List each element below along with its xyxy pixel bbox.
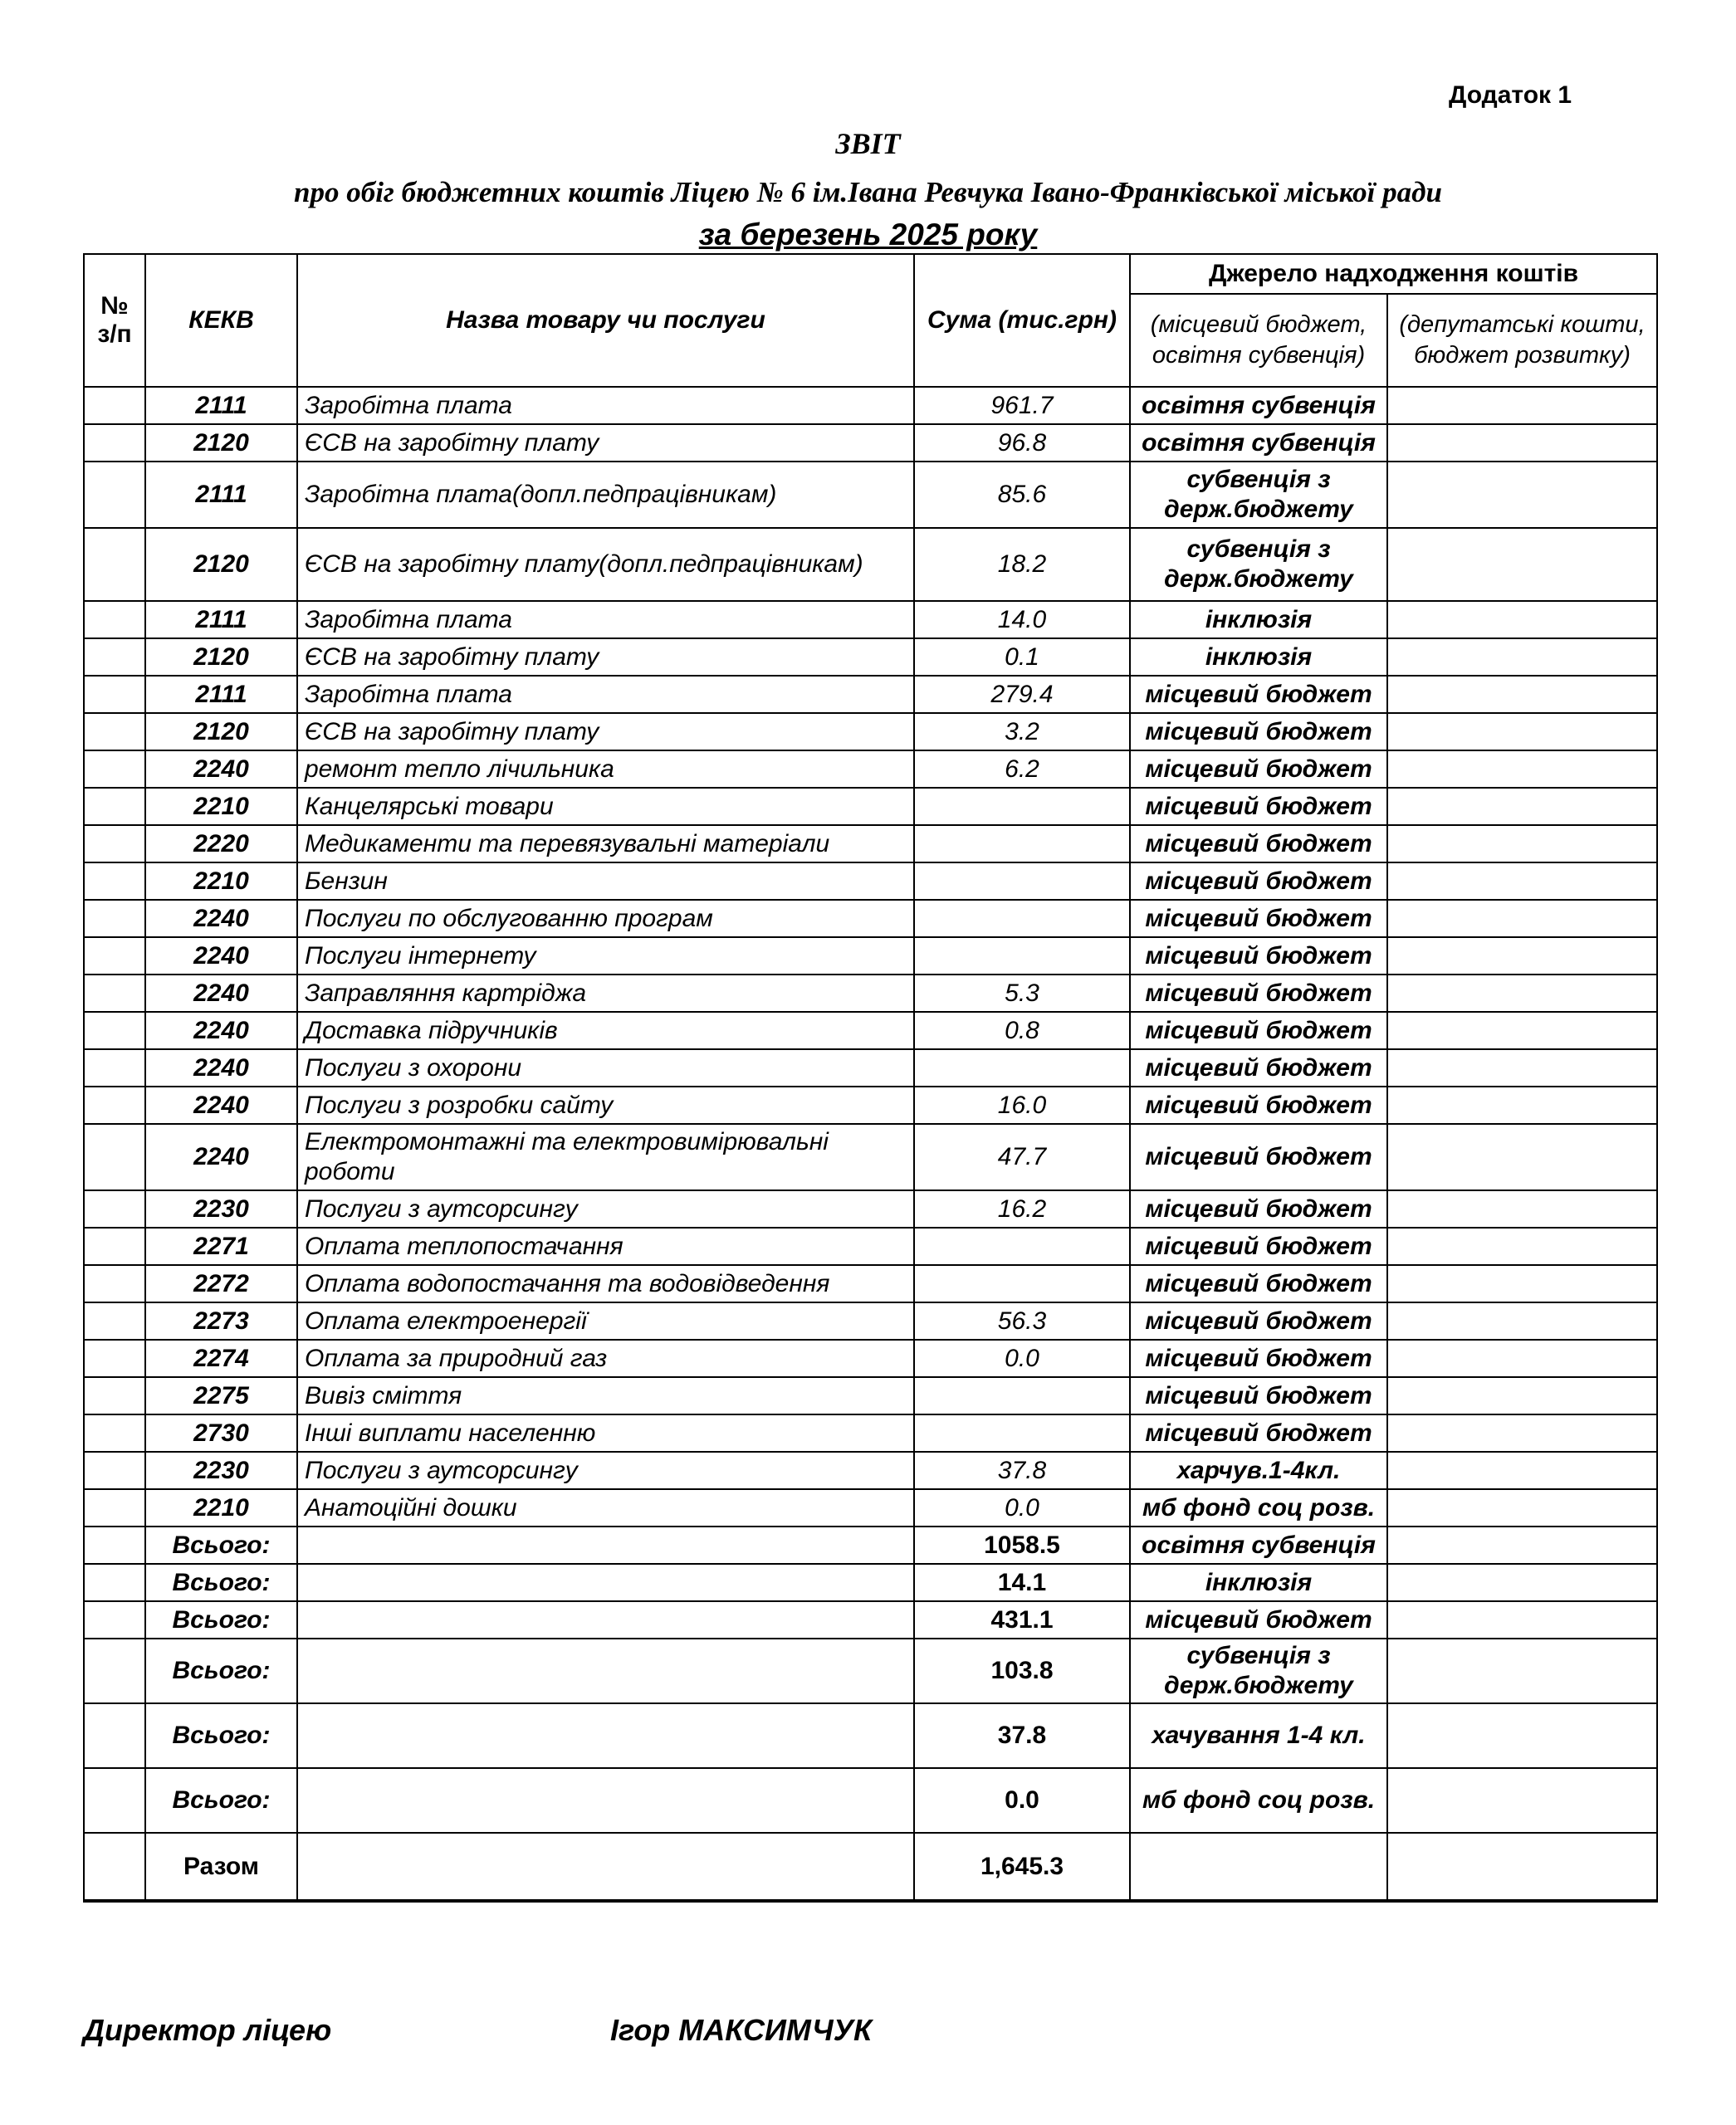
source-cell: місцевий бюджет [1130, 1124, 1387, 1190]
source-deputy-cell [1387, 638, 1657, 676]
kekv-cell: 2273 [145, 1302, 297, 1340]
item-name-cell [297, 1564, 914, 1601]
source-cell: місцевий бюджет [1130, 1377, 1387, 1414]
total-sum-cell: 14.1 [914, 1564, 1130, 1601]
sum-cell [914, 825, 1130, 862]
total-label-cell: Всього: [145, 1703, 297, 1768]
item-name-cell: ремонт тепло лічильника [297, 750, 914, 788]
grand-total-sum-cell: 1,645.3 [914, 1833, 1130, 1901]
kekv-cell: 2120 [145, 424, 297, 462]
source-deputy-cell [1387, 788, 1657, 825]
document-title: ЗВІТ [835, 127, 901, 160]
item-name-cell: Послуги по обслугованню програм [297, 900, 914, 937]
source-deputy-cell [1387, 1377, 1657, 1414]
sum-cell: 0.0 [914, 1489, 1130, 1527]
item-name-cell: Заробітна плата [297, 676, 914, 713]
table-row [84, 975, 1657, 1012]
sum-cell: 279.4 [914, 676, 1130, 713]
table-row [84, 601, 1657, 638]
row-number-cell [84, 1564, 145, 1601]
item-name-cell [297, 1601, 914, 1639]
item-name-cell: Послуги з аутсорсингу [297, 1190, 914, 1228]
source-deputy-cell [1387, 1527, 1657, 1564]
total-row [84, 1564, 1657, 1601]
table-body [84, 387, 1657, 1901]
source-deputy-cell [1387, 676, 1657, 713]
source-cell: місцевий бюджет [1130, 788, 1387, 825]
sum-cell [914, 1049, 1130, 1087]
sum-cell: 96.8 [914, 424, 1130, 462]
document-subtitle: про обіг бюджетних коштів Ліцею № 6 ім.Івана Ревчука Івано-Франківської міської ради [294, 176, 1442, 208]
total-source-cell: мб фонд соц розв. [1130, 1768, 1387, 1833]
sum-cell: 47.7 [914, 1124, 1130, 1190]
total-source-cell: місцевий бюджет [1130, 1601, 1387, 1639]
sum-cell [914, 1414, 1130, 1452]
source-deputy-cell [1387, 1190, 1657, 1228]
header-kekv: КЕКВ [145, 254, 297, 387]
row-number-cell [84, 1012, 145, 1049]
table-row [84, 825, 1657, 862]
row-number-cell [84, 1087, 145, 1124]
source-deputy-cell [1387, 1833, 1657, 1901]
item-name-cell: Бензин [297, 862, 914, 900]
row-number-cell [84, 975, 145, 1012]
total-sum-cell: 1058.5 [914, 1527, 1130, 1564]
row-number-cell [84, 424, 145, 462]
table-row [84, 1012, 1657, 1049]
sum-cell [914, 788, 1130, 825]
source-cell: місцевий бюджет [1130, 862, 1387, 900]
row-number-cell [84, 1414, 145, 1452]
total-row [84, 1639, 1657, 1703]
table-row [84, 1265, 1657, 1302]
total-source-cell: субвенція з держ.бюджету [1130, 1639, 1387, 1703]
source-cell: субвенція з держ.бюджету [1130, 528, 1387, 601]
item-name-cell: Інші виплати населенню [297, 1414, 914, 1452]
kekv-cell: 2120 [145, 638, 297, 676]
source-cell: місцевий бюджет [1130, 1340, 1387, 1377]
row-number-cell [84, 1124, 145, 1190]
source-cell: місцевий бюджет [1130, 1087, 1387, 1124]
source-deputy-cell [1387, 900, 1657, 937]
total-source-cell: інклюзія [1130, 1564, 1387, 1601]
source-cell: місцевий бюджет [1130, 676, 1387, 713]
item-name-cell: Оплата електроенергії [297, 1302, 914, 1340]
row-number-cell [84, 1049, 145, 1087]
row-number-cell [84, 1601, 145, 1639]
source-cell: освітня субвенція [1130, 424, 1387, 462]
table-row [84, 1452, 1657, 1489]
source-cell: місцевий бюджет [1130, 1265, 1387, 1302]
sum-cell: 0.1 [914, 638, 1130, 676]
total-row [84, 1768, 1657, 1833]
sum-cell [914, 1377, 1130, 1414]
total-row [84, 1527, 1657, 1564]
kekv-cell: 2111 [145, 676, 297, 713]
source-deputy-cell [1387, 1414, 1657, 1452]
table-row [84, 900, 1657, 937]
kekv-cell: 2111 [145, 601, 297, 638]
total-sum-cell: 431.1 [914, 1601, 1130, 1639]
row-number-cell [84, 1228, 145, 1265]
source-cell: харчув.1-4кл. [1130, 1452, 1387, 1489]
source-deputy-cell [1387, 1601, 1657, 1639]
source-cell: мб фонд соц розв. [1130, 1489, 1387, 1527]
item-name-cell [297, 1639, 914, 1703]
row-number-cell [84, 601, 145, 638]
source-deputy-cell [1387, 975, 1657, 1012]
row-number-cell [84, 900, 145, 937]
source-cell: субвенція з держ.бюджету [1130, 462, 1387, 528]
item-name-cell: ЄСВ на заробітну плату [297, 424, 914, 462]
sum-cell [914, 1265, 1130, 1302]
sum-cell: 0.0 [914, 1340, 1130, 1377]
table-row [84, 1228, 1657, 1265]
source-cell: місцевий бюджет [1130, 1302, 1387, 1340]
source-deputy-cell [1387, 1639, 1657, 1703]
source-deputy-cell [1387, 424, 1657, 462]
total-label-cell: Всього: [145, 1564, 297, 1601]
source-deputy-cell [1387, 1124, 1657, 1190]
kekv-cell: 2272 [145, 1265, 297, 1302]
row-number-cell [84, 750, 145, 788]
source-deputy-cell [1387, 1489, 1657, 1527]
kekv-cell: 2274 [145, 1340, 297, 1377]
sum-cell [914, 900, 1130, 937]
row-number-cell [84, 462, 145, 528]
header-source-deputy: (депутатські кошти, бюджет розвитку) [1387, 294, 1657, 387]
kekv-cell: 2240 [145, 937, 297, 975]
table-row [84, 1190, 1657, 1228]
source-cell: місцевий бюджет [1130, 1414, 1387, 1452]
source-cell: місцевий бюджет [1130, 825, 1387, 862]
item-name-cell: Доставка підручників [297, 1012, 914, 1049]
item-name-cell: Заправляння картріджа [297, 975, 914, 1012]
total-label-cell: Всього: [145, 1527, 297, 1564]
source-deputy-cell [1387, 1012, 1657, 1049]
row-number-cell [84, 1190, 145, 1228]
row-number-cell [84, 1639, 145, 1703]
kekv-cell: 2210 [145, 862, 297, 900]
kekv-cell: 2240 [145, 900, 297, 937]
signature-name: Ігор МАКСИМЧУК [610, 2013, 873, 2047]
table-row [84, 528, 1657, 601]
header-sum: Сума (тис.грн) [914, 254, 1130, 387]
sum-cell: 16.0 [914, 1087, 1130, 1124]
table-row [84, 1124, 1657, 1190]
table-header-row [84, 254, 1657, 294]
kekv-cell: 2240 [145, 750, 297, 788]
source-deputy-cell [1387, 1340, 1657, 1377]
sum-cell: 56.3 [914, 1302, 1130, 1340]
source-deputy-cell [1387, 1564, 1657, 1601]
table-row [84, 638, 1657, 676]
source-deputy-cell [1387, 1302, 1657, 1340]
sum-cell: 18.2 [914, 528, 1130, 601]
item-name-cell: Заробітна плата [297, 387, 914, 424]
sum-cell: 6.2 [914, 750, 1130, 788]
sum-cell: 0.8 [914, 1012, 1130, 1049]
item-name-cell: Вивіз сміття [297, 1377, 914, 1414]
row-number-cell [84, 387, 145, 424]
row-number-cell [84, 1265, 145, 1302]
header-num: № з/п [84, 254, 145, 387]
source-deputy-cell [1387, 750, 1657, 788]
table-row [84, 424, 1657, 462]
sum-cell: 3.2 [914, 713, 1130, 750]
source-cell: місцевий бюджет [1130, 900, 1387, 937]
item-name-cell: ЄСВ на заробітну плату(допл.педпрацівникам) [297, 528, 914, 601]
table-row [84, 788, 1657, 825]
sum-cell: 85.6 [914, 462, 1130, 528]
item-name-cell: Послуги інтернету [297, 937, 914, 975]
item-name-cell: Медикаменти та перевязувальні матеріали [297, 825, 914, 862]
kekv-cell: 2240 [145, 1087, 297, 1124]
source-deputy-cell [1387, 825, 1657, 862]
kekv-cell: 2730 [145, 1414, 297, 1452]
item-name-cell: Анатоційні дошки [297, 1489, 914, 1527]
table-row [84, 937, 1657, 975]
row-number-cell [84, 638, 145, 676]
item-name-cell: ЄСВ на заробітну плату [297, 638, 914, 676]
row-number-cell [84, 937, 145, 975]
item-name-cell [297, 1768, 914, 1833]
sum-cell [914, 1228, 1130, 1265]
kekv-cell: 2230 [145, 1190, 297, 1228]
source-deputy-cell [1387, 1049, 1657, 1087]
source-deputy-cell [1387, 387, 1657, 424]
sum-cell: 37.8 [914, 1452, 1130, 1489]
source-cell: місцевий бюджет [1130, 937, 1387, 975]
grand-total-label-cell: Разом [145, 1833, 297, 1901]
source-deputy-cell [1387, 1087, 1657, 1124]
item-name-cell [297, 1703, 914, 1768]
source-cell [1130, 1833, 1387, 1901]
table-row [84, 1377, 1657, 1414]
item-name-cell: Заробітна плата(допл.педпрацівникам) [297, 462, 914, 528]
total-sum-cell: 37.8 [914, 1703, 1130, 1768]
source-cell: місцевий бюджет [1130, 750, 1387, 788]
header-source-local: (місцевий бюджет, освітня субвенція) [1130, 294, 1387, 387]
sum-cell: 5.3 [914, 975, 1130, 1012]
table-row [84, 862, 1657, 900]
row-number-cell [84, 1833, 145, 1901]
source-deputy-cell [1387, 713, 1657, 750]
source-cell: місцевий бюджет [1130, 975, 1387, 1012]
sum-cell [914, 937, 1130, 975]
header-name: Назва товару чи послуги [297, 254, 914, 387]
row-number-cell [84, 1302, 145, 1340]
source-deputy-cell [1387, 601, 1657, 638]
total-row [84, 1601, 1657, 1639]
table-row [84, 462, 1657, 528]
kekv-cell: 2210 [145, 1489, 297, 1527]
source-deputy-cell [1387, 862, 1657, 900]
total-row [84, 1703, 1657, 1768]
row-number-cell [84, 1340, 145, 1377]
total-sum-cell: 103.8 [914, 1639, 1130, 1703]
table-row [84, 1049, 1657, 1087]
row-number-cell [84, 1377, 145, 1414]
source-deputy-cell [1387, 1265, 1657, 1302]
kekv-cell: 2240 [145, 1012, 297, 1049]
row-number-cell [84, 713, 145, 750]
table-row [84, 1489, 1657, 1527]
source-deputy-cell [1387, 937, 1657, 975]
source-cell: інклюзія [1130, 638, 1387, 676]
item-name-cell: Канцелярські товари [297, 788, 914, 825]
signature-role: Директор ліцею [83, 2013, 332, 2047]
total-label-cell: Всього: [145, 1768, 297, 1833]
source-cell: інклюзія [1130, 601, 1387, 638]
table-row [84, 1302, 1657, 1340]
item-name-cell: Послуги з охорони [297, 1049, 914, 1087]
sum-cell [914, 862, 1130, 900]
source-cell: місцевий бюджет [1130, 1190, 1387, 1228]
item-name-cell: Послуги з аутсорсингу [297, 1452, 914, 1489]
table-row [84, 1414, 1657, 1452]
total-source-cell: хачування 1-4 кл. [1130, 1703, 1387, 1768]
total-source-cell: освітня субвенція [1130, 1527, 1387, 1564]
source-cell: місцевий бюджет [1130, 1049, 1387, 1087]
source-cell: місцевий бюджет [1130, 1228, 1387, 1265]
kekv-cell: 2240 [145, 975, 297, 1012]
item-name-cell: Послуги з розробки сайту [297, 1087, 914, 1124]
table-row [84, 387, 1657, 424]
row-number-cell [84, 862, 145, 900]
kekv-cell: 2275 [145, 1377, 297, 1414]
kekv-cell: 2271 [145, 1228, 297, 1265]
source-deputy-cell [1387, 1703, 1657, 1768]
total-label-cell: Всього: [145, 1601, 297, 1639]
row-number-cell [84, 528, 145, 601]
sum-cell: 16.2 [914, 1190, 1130, 1228]
source-cell: освітня субвенція [1130, 387, 1387, 424]
row-number-cell [84, 825, 145, 862]
item-name-cell: ЄСВ на заробітну плату [297, 713, 914, 750]
header-source: Джерело надходження коштів [1130, 254, 1657, 294]
source-deputy-cell [1387, 1768, 1657, 1833]
item-name-cell: Електромонтажні та електровимірювальні роботи [297, 1124, 914, 1190]
source-cell: місцевий бюджет [1130, 1012, 1387, 1049]
item-name-cell: Оплата теплопостачання [297, 1228, 914, 1265]
row-number-cell [84, 1452, 145, 1489]
row-number-cell [84, 788, 145, 825]
kekv-cell: 2230 [145, 1452, 297, 1489]
kekv-cell: 2120 [145, 528, 297, 601]
grand-total-row [84, 1833, 1657, 1901]
row-number-cell [84, 1489, 145, 1527]
kekv-cell: 2240 [145, 1049, 297, 1087]
source-deputy-cell [1387, 528, 1657, 601]
sum-cell: 961.7 [914, 387, 1130, 424]
kekv-cell: 2240 [145, 1124, 297, 1190]
source-deputy-cell [1387, 1452, 1657, 1489]
source-deputy-cell [1387, 462, 1657, 528]
appendix-label: Додаток 1 [1449, 81, 1572, 109]
source-deputy-cell [1387, 1228, 1657, 1265]
kekv-cell: 2111 [145, 462, 297, 528]
row-number-cell [84, 1527, 145, 1564]
table-row [84, 1087, 1657, 1124]
source-cell: місцевий бюджет [1130, 713, 1387, 750]
kekv-cell: 2210 [145, 788, 297, 825]
kekv-cell: 2120 [145, 713, 297, 750]
row-number-cell [84, 676, 145, 713]
budget-report-table [83, 253, 1658, 1903]
item-name-cell [297, 1833, 914, 1901]
row-number-cell [84, 1768, 145, 1833]
table-row [84, 676, 1657, 713]
table-row [84, 750, 1657, 788]
item-name-cell [297, 1527, 914, 1564]
table-row [84, 713, 1657, 750]
report-period: за березень 2025 року [698, 217, 1038, 252]
item-name-cell: Оплата водопостачання та водовідведення [297, 1265, 914, 1302]
item-name-cell: Оплата за природний газ [297, 1340, 914, 1377]
total-sum-cell: 0.0 [914, 1768, 1130, 1833]
kekv-cell: 2220 [145, 825, 297, 862]
total-label-cell: Всього: [145, 1639, 297, 1703]
table-row [84, 1340, 1657, 1377]
sum-cell: 14.0 [914, 601, 1130, 638]
kekv-cell: 2111 [145, 387, 297, 424]
row-number-cell [84, 1703, 145, 1768]
item-name-cell: Заробітна плата [297, 601, 914, 638]
